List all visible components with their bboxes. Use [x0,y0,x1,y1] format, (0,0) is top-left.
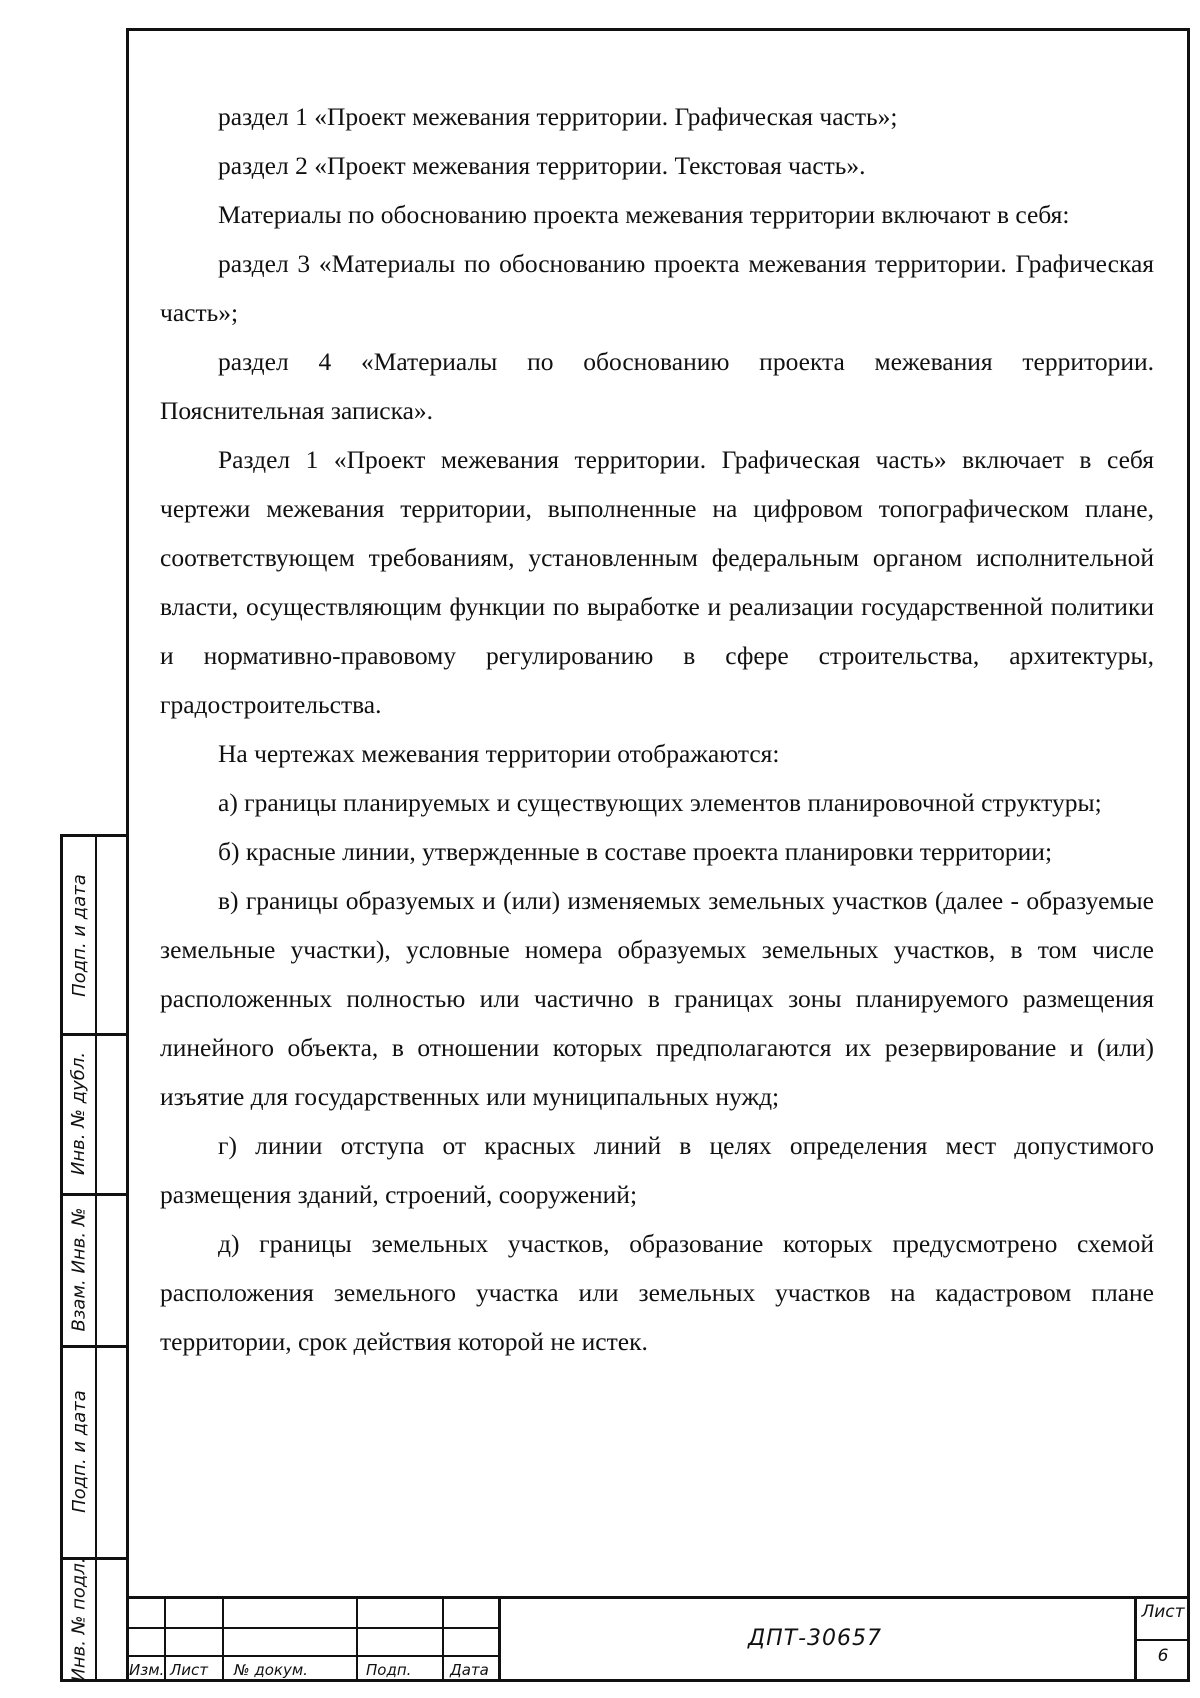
list-label: Лист [170,1661,209,1679]
paragraph: д) границы земельных участков, образование которых предусмотрено схемой расположения земельного участка или земельных участков на кадастровом плане территории, срок действия которой не истек. [160,1229,1154,1356]
paragraph: а) границы планируемых и существующих элементов планировочной структуры; [218,788,1102,817]
podp-data-top-label: Подп. и дата [68,873,90,997]
podp-label: Подп. [366,1661,412,1679]
vzam-inv-cell [63,1193,95,1345]
paragraph: г) линии отступа от красных линий в целях определения мест допустимого размещения зданий, строений, сооружений; [160,1131,1154,1209]
tb-vline [356,1599,358,1682]
tb-hline [1134,1639,1190,1641]
inv-dubl-cell [63,1033,95,1193]
sheet-label: Лист [1141,1602,1185,1622]
paragraph: Материалы по обоснованию проекта межевания территории включают в себя: [218,200,1070,229]
paragraph: в) границы образуемых и (или) изменяемых земельных участков (далее - образуемые земельные участки), условные номера образуемых земельных участков, в том числе расположенных полностью или частично в границах зоны планируемого размещения линейного объекта, в отношении которых предполагаются их резервирование и (или) изъятие для государственных или муниципальных нужд; [160,886,1154,1111]
paragraph: раздел 3 «Материалы по обоснованию проекта межевания территории. Графическая часть»; [160,249,1154,327]
document-body [160,92,1154,1366]
podp-data-bottom-cell [63,1345,95,1557]
paragraph: раздел 2 «Проект межевания территории. Текстовая часть». [218,151,866,180]
paragraph: раздел 1 «Проект межевания территории. Графическая часть»; [218,102,898,131]
paragraph: На чертежах межевания территории отображаются: [218,739,780,768]
tb-vline [442,1599,444,1682]
inv-podl-label: Инв. № подл. [68,1557,90,1682]
tb-hline [126,1627,498,1629]
data-label: Дата [450,1661,489,1679]
paragraph: раздел 4 «Материалы по обоснованию проекта межевания территории. Пояснительная записка». [160,347,1154,425]
inv-dubl-label: Инв. № дубл. [68,1051,90,1175]
tb-vline [164,1599,166,1682]
inv-podl-cell [63,1557,95,1682]
podp-data-bottom-label: Подп. и дата [68,1389,90,1513]
izm-label: Изм. [129,1661,165,1679]
side-stamp-divider [95,837,97,1679]
side-stamp [60,834,126,1682]
tb-vline [222,1599,224,1682]
podp-data-top-cell [63,837,95,1033]
sheet-number: 6 [1157,1646,1169,1666]
vzam-inv-label: Взам. Инв. № [68,1207,90,1331]
paragraph: б) красные линии, утвержденные в составе проекта планировки территории; [218,837,1053,866]
paragraph: Раздел 1 «Проект межевания территории. Графическая часть» включает в себя чертежи межевания территории, выполненные на цифровом топографическом плане, соответствующем требованиям, установленным федеральным органом исполнительной власти, осуществляющим функции по выработке и реализации государственной политики и нормативно-правовому регулированию в сфере строительства, архитектуры, градостроительства. [160,445,1154,719]
document-code: ДПТ-30657 [747,1626,883,1651]
dokum-label: № докум. [234,1661,308,1679]
tb-hline [126,1655,498,1657]
